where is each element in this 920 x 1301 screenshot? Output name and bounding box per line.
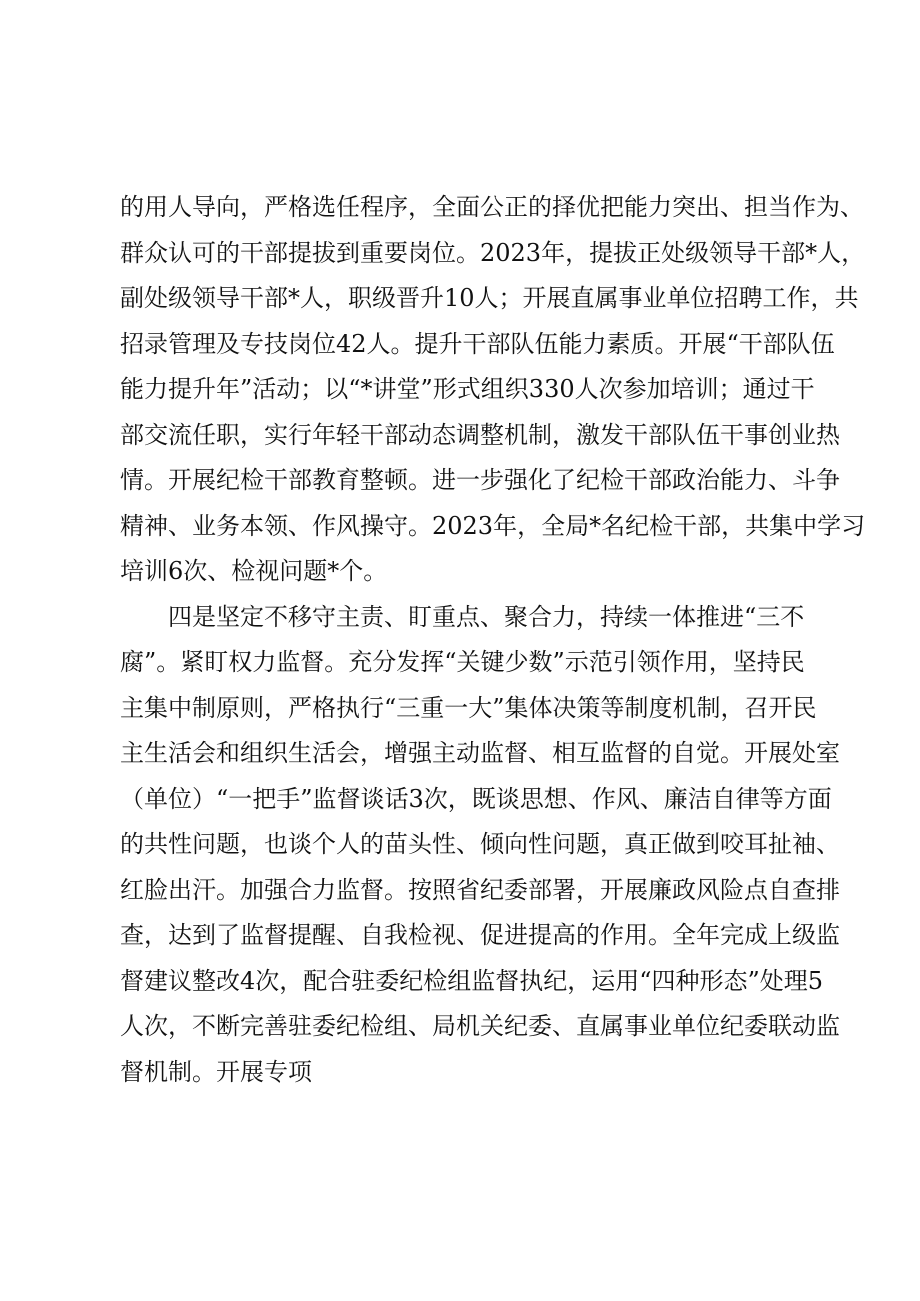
text-line: 的共性问题，也谈个人的苗头性、倾向性问题，真正做到咬耳扯袖、	[120, 830, 840, 858]
text-line: 查，达到了监督提醒、自我检视、促进提高的作用。全年完成上级监	[120, 921, 840, 949]
text-line: 人次，不断完善驻委纪检组、局机关纪委、直属事业单位纪委联动监	[120, 1012, 840, 1040]
text-line: 部交流任职，实行年轻干部动态调整机制，激发干部队伍干事创业热	[120, 420, 840, 449]
text-line: 情。开展纪检干部教育整顿。进一步强化了纪检干部政治能力、斗争	[120, 466, 840, 494]
text-line: 督建议整改4次，配合驻委纪检组监督执纪，运用“四种形态”处理5	[120, 966, 824, 995]
text-line: 群众认可的干部提拔到重要岗位。2023年，提拔正处级领导干部*人，	[120, 238, 866, 267]
text-line: 主生活会和组织生活会，增强主动监督、相互监督的自觉。开展处室	[120, 739, 840, 767]
document-body	[120, 185, 866, 1095]
paragraph-1	[120, 185, 866, 595]
text-line: 培训6次、检视问题*个。	[120, 557, 388, 585]
text-line: 能力提升年”活动；以“*讲堂”形式组织330人次参加培训；通过干	[120, 375, 815, 403]
text-line: 腐”。紧盯权力监督。充分发挥“关键少数”示范引领作用，坚持民	[120, 648, 805, 676]
text-line: （单位）“一把手”监督谈话3次，既谈思想、作风、廉洁自律等方面	[120, 784, 832, 813]
text-line: 督机制。开展专项	[120, 1057, 312, 1086]
paragraph-2	[120, 595, 840, 1096]
text-line: 精神、业务本领、作风操守。2023年，全局*名纪检干部，共集中学习	[120, 511, 866, 540]
text-line: 的用人导向，严格选任程序，全面公正的择优把能力突出、担当作为、	[120, 193, 864, 221]
text-line: 红脸出汗。加强合力监督。按照省纪委部署，开展廉政风险点自查排	[120, 875, 840, 904]
text-line: 招录管理及专技岗位42人。提升干部队伍能力素质。开展“干部队伍	[120, 329, 835, 358]
text-line-indented: 四是坚定不移守主责、盯重点、聚合力，持续一体推进“三不	[168, 602, 805, 631]
text-line: 副处级领导干部*人，职级晋升10人；开展直属事业单位招聘工作，共	[120, 284, 859, 312]
text-line: 主集中制原则，严格执行“三重一大”集体决策等制度机制，召开民	[120, 693, 817, 722]
